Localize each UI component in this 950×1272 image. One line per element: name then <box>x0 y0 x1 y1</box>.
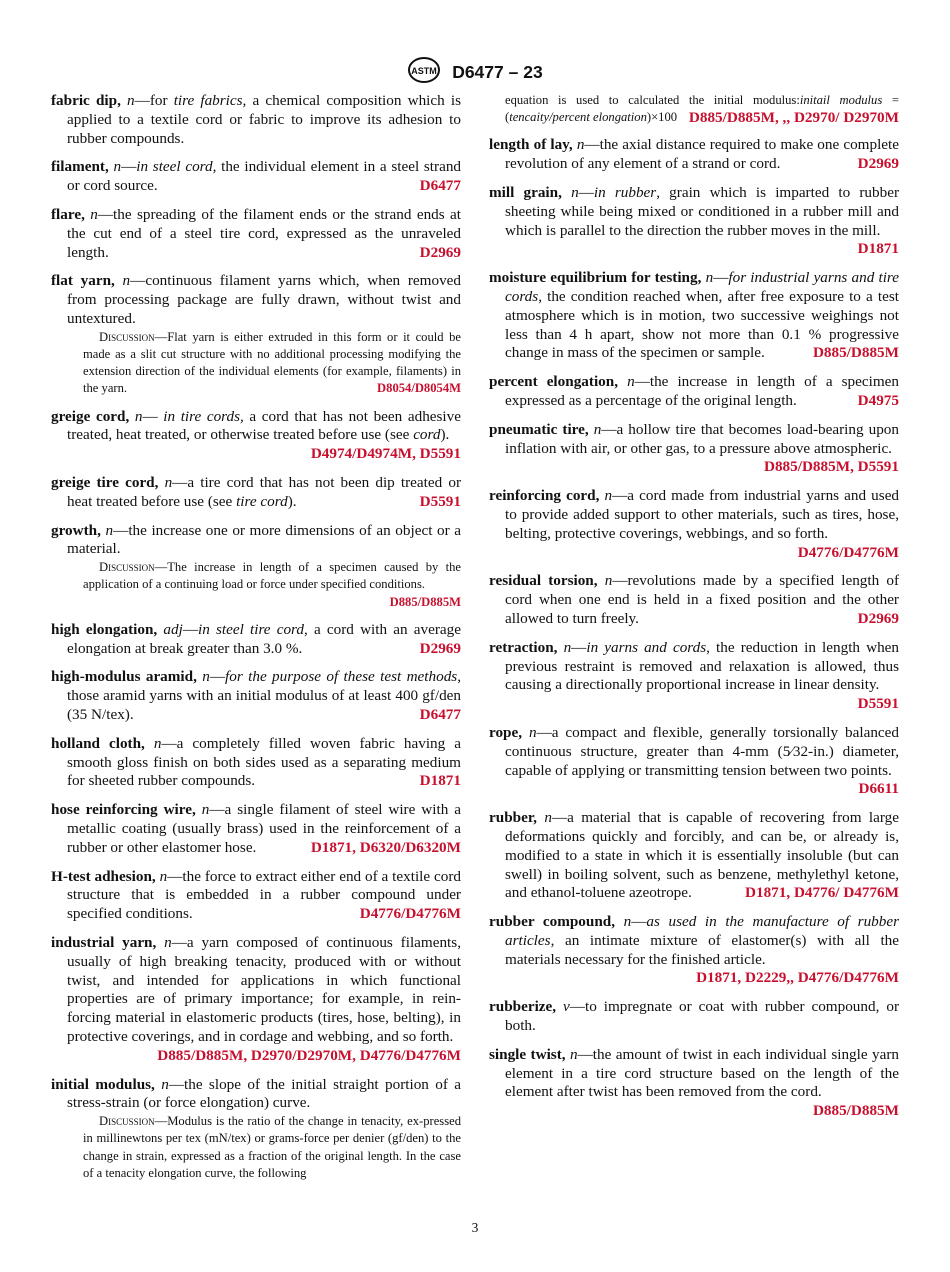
reference-link[interactable]: D1871 <box>696 969 738 987</box>
discussion-label: Discussion <box>99 1114 155 1129</box>
reference-links <box>420 244 461 263</box>
part-of-speech: n <box>604 487 613 505</box>
reference-link[interactable]: D5591 <box>419 445 461 463</box>
reference-links: D1871, D4776/ D4776M <box>745 884 899 902</box>
part-of-speech: n <box>604 572 613 590</box>
term: industrial yarn, <box>51 933 157 951</box>
part-of-speech: n <box>563 638 572 656</box>
reference-link[interactable]: D4974/D4974M <box>310 445 413 463</box>
see-also: cord <box>413 426 441 444</box>
part-of-speech: n <box>627 373 635 391</box>
glossary-entry: single twist, n—the amount of twist in each individual single yarn element in a tire cord structure based on the length of the element after twist has been removed from the cord. D885/D885M <box>489 1045 900 1120</box>
part-of-speech: n <box>201 801 210 819</box>
part-of-speech: n <box>623 913 632 931</box>
discussion-continuation: equation is used to calculated the initial modulus:initail modulus = (tencaity/percent elongation)×100 D885/D885M, ,, D2970/ D2970M <box>505 93 899 127</box>
page-number: 3 <box>471 1220 479 1235</box>
part-of-speech: n <box>113 158 122 176</box>
part-of-speech: n <box>159 867 168 885</box>
term: rubberize, <box>489 998 557 1016</box>
glossary-entry: hose reinforcing wire, n—a single filament of steel wire with a metallic coating (usually brass) used in the reinforcement of a rubber or other elastomer hose. D1871, D6320/D6320M <box>51 801 461 856</box>
term: residual torsion, <box>489 572 598 590</box>
part-of-speech: n <box>127 92 135 109</box>
reference-links <box>813 344 899 363</box>
reference-link[interactable]: D4776/D4776M <box>797 543 899 561</box>
reference-link[interactable]: D6477 <box>419 705 461 723</box>
glossary-entry: moisture equilibrium for testing, n—for industrial yarns and tire cords, the condition reached when, after free exposure to a test atmosphere which is in motion, two successive weighings not less than 4 h apart, show not more than 0.1 % progressive change in mass of the specimen or sample. D885/D885M <box>489 269 900 362</box>
reference-link[interactable]: D885/D885M, , <box>688 109 787 127</box>
term: length of lay, <box>489 136 573 154</box>
term: fabric dip, <box>51 92 121 109</box>
part-of-speech: adj <box>163 620 183 638</box>
term: flare, <box>51 205 85 223</box>
reference-links: D1871, D2229,, D4776/D4776M <box>696 969 899 987</box>
astm-logo-icon <box>407 56 441 89</box>
glossary-entry: high-modulus aramid, n—for the purpose of these test methods, those aramid yarns with an initial modulus of at least 400 gf/den (35 N/tex). D6477 <box>51 668 461 723</box>
qualifier: in steel cord, <box>136 158 217 176</box>
left-column <box>51 92 461 1192</box>
reference-link[interactable]: D1871 <box>419 772 461 790</box>
part-of-speech: n <box>164 473 173 491</box>
term: high-modulus aramid, <box>51 668 197 686</box>
equation-lhs: initail modulus <box>799 93 883 107</box>
glossary-entry: high elongation, adj—in steel tire cord, a cord with an average elongation at break greater than 3.0 %. D2969 <box>51 620 461 657</box>
reference-links <box>420 772 461 791</box>
term: filament, <box>51 158 109 176</box>
reference-link[interactable]: D2969 <box>857 609 899 627</box>
reference-link[interactable]: D6611 <box>858 780 899 798</box>
reference-links <box>858 780 899 799</box>
glossary-entry: filament, n—in steel cord, the individual element in a steel strand or cord source. D6477 <box>51 158 462 195</box>
reference-link[interactable]: D885/D885M <box>812 1102 899 1120</box>
reference-link[interactable]: D5591 <box>419 492 461 510</box>
reference-link[interactable]: D2970/D2970M <box>250 1046 353 1064</box>
qualifier: for the purpose of these test methods <box>225 668 458 686</box>
glossary-entry: H-test adhesion, n—the force to extract either end of a textile cord structure that is embedded in a rubber compound under specified conditions. D4776/D4776M <box>51 867 461 923</box>
part-of-speech: v <box>563 998 570 1016</box>
part-of-speech: n <box>570 1045 578 1063</box>
reference-links: D885/D885M, D5591 <box>764 458 899 476</box>
term: reinforcing cord, <box>489 487 600 505</box>
reference-links <box>420 706 461 725</box>
reference-links <box>858 155 899 174</box>
glossary-entry: reinforcing cord, n—a cord made from industrial yarns and used to provide added support to other materials, such as tires, hose, belting, protective coverings, webbings, and so forth. D4776/D4776M <box>489 487 900 561</box>
discussion-note: Discussion—Modulus is the ratio of the change in tenacity, ex-pressed in millinewtons per tex (mN/tex) or grams-force per denier (gf/den) to the change in strain, expressed as a fraction of the original length. In the case of a tenacity elongation curve, the following <box>83 1114 461 1180</box>
reference-link[interactable]: D2969 <box>419 639 461 657</box>
term: rubber, <box>489 809 537 827</box>
reference-link[interactable]: D6477 <box>419 177 461 195</box>
part-of-speech: n <box>90 205 98 223</box>
term: rubber compound, <box>489 913 616 931</box>
reference-links <box>420 640 461 659</box>
reference-links <box>420 177 461 196</box>
reference-links <box>390 594 461 611</box>
term: pneumatic tire, <box>489 420 589 438</box>
part-of-speech: n <box>202 668 210 686</box>
glossary-entry: rubber, n—a material that is capable of recovering from large deformations quickly and forcibly, and can be, or already is, modified to a state in which it is essentially insoluble (but can swell) in boiling solvent, such as benzene, methylethyl ketone, and ethanol-toluene azeotrope. D1871, D4776/ D4776M <box>489 809 900 902</box>
reference-link[interactable]: D4776/D4776M <box>359 905 461 923</box>
qualifier: in tire cords, <box>163 407 244 425</box>
reference-link[interactable]: D885/D885M <box>812 344 899 362</box>
part-of-speech: n <box>161 1075 169 1093</box>
discussion-note: Discussion—Flat yarn is either extruded in this form or it could be made as a slit cut structure with no additional processing modifying the extension direction of the individual elements (for example, filaments) in the yarn. D8054/D8054M <box>51 329 461 398</box>
qualifier: in steel tire cord <box>198 620 304 638</box>
equation-rhs: tencaity/percent elongation <box>509 110 647 125</box>
term: H-test adhesion, <box>51 867 156 885</box>
reference-link[interactable]: D885/D885M <box>157 1046 244 1064</box>
reference-links: D885/D885M, ,, D2970/ D2970M <box>688 109 899 127</box>
reference-links: D1871, D6320/D6320M <box>310 838 461 856</box>
glossary-entry: rubber compound, n—as used in the manufacture of rubber articles, an intimate mixture of elastomer(s) with all the materials necessary for the finished article. D1871, D2229,, D4776/D4776M <box>489 913 900 987</box>
glossary-entry: initial modulus, n—the slope of the initial straight portion of a stress-strain (or force elongation) curve. Discussion—Modulus is the ratio of the change in tenacity, ex-pressed in millinewtons per tex (mN/tex) or grams-force per denier (gf/den) to the change in strain, expressed as a fraction of the original length. In the case of a tenacity elongation curve, the following <box>51 1076 461 1182</box>
term: rope, <box>489 723 523 741</box>
glossary-entry: flare, n—the spreading of the filament ends or the strand ends at the cut end of a steel tire cord, expressed as the unraveled length. D2969 <box>51 205 461 261</box>
part-of-speech: n <box>544 809 552 827</box>
discussion-label: Discussion <box>99 560 155 575</box>
reference-link[interactable]: D5591 <box>857 458 899 476</box>
part-of-speech: n <box>571 184 579 201</box>
glossary-entry: industrial yarn, n—a yarn composed of continuous filaments, usually of high breaking tenacity, produced with or without twist, and intended for applications in which functional properties are of primary importance; for example, in rein-forcing material in elastomeric products (tires, hose, belting), in protective coverings, and in cordage and webbing, and so forth. D885/D885M, D2970/D2970M, D4776/D4776M <box>51 933 461 1064</box>
reference-links <box>858 610 899 629</box>
reference-links: D885/D885M, D2970/D2970M, D4776/D4776M <box>157 1046 461 1064</box>
standard-number: D6477 – 23 <box>452 62 543 82</box>
svg-text:ASTM: ASTM <box>411 66 438 76</box>
reference-link[interactable]: D2229, <box>745 969 791 987</box>
reference-link[interactable]: D2969 <box>419 243 461 261</box>
right-column <box>489 92 899 1131</box>
reference-links <box>798 544 899 563</box>
reference-link[interactable]: D1871 <box>857 240 899 258</box>
reference-links <box>377 380 461 397</box>
reference-link[interactable]: D885/D885M <box>389 594 461 609</box>
qualifier: as used in the manufacture of rubber articles <box>505 913 900 949</box>
glossary-entry: rubberize, v—to impregnate or coat with rubber compound, or both. <box>489 998 899 1035</box>
glossary-entry: fabric dip, n—for tire fabrics, a chemical composition which is applied to a textile cord or fabric to improve its adhesion to rubber compounds. <box>51 92 462 147</box>
term: flat yarn, <box>51 272 115 290</box>
reference-links: D4974/D4974M, D5591 <box>310 445 461 463</box>
part-of-speech: n <box>105 521 114 539</box>
reference-link[interactable]: D4776/D4776M <box>797 969 899 987</box>
qualifier: in yarns and cords <box>586 638 707 656</box>
reference-links <box>858 695 899 714</box>
page-header <box>0 56 950 89</box>
reference-link[interactable]: D2970/ D2970M <box>793 109 899 127</box>
reference-link[interactable]: D4975 <box>857 391 899 409</box>
reference-link[interactable]: D2969 <box>857 155 899 173</box>
reference-link[interactable]: D885/D885M <box>764 458 851 476</box>
term: holland cloth, <box>51 734 145 752</box>
term: percent elongation, <box>489 373 618 391</box>
reference-link[interactable]: D5591 <box>857 695 899 713</box>
part-of-speech: n <box>153 734 162 752</box>
part-of-speech: n <box>705 269 714 287</box>
term: greige cord, <box>51 407 130 425</box>
glossary-entry: flat yarn, n—continuous filament yarns which, when removed from processing package are fully drawn, without twist and untextured. Discussion—Flat yarn is either extruded in this form or it could be made as a slit cut structure with no additional processing modifying the extension direction of the individual elements (for example, filaments) in the yarn. D8054/D8054M <box>51 272 461 397</box>
term: high elongation, <box>51 620 158 638</box>
reference-links <box>858 392 899 411</box>
reference-links <box>813 1102 899 1121</box>
term: mill grain, <box>489 184 562 201</box>
term: hose reinforcing wire, <box>51 801 196 819</box>
reference-links <box>858 240 899 259</box>
part-of-speech: n <box>576 136 585 154</box>
glossary-entry: length of lay, n—the axial distance required to make one complete revolution of any element of a strand or cord. D2969 <box>489 136 899 173</box>
reference-link[interactable]: D4776/D4776M <box>359 1046 461 1064</box>
glossary-entry: residual torsion, n—revolutions made by a specified length of cord when one end is held in a fixed position and the other allowed to turn freely. D2969 <box>489 572 899 627</box>
qualifier: for industrial yarns and tire cords <box>505 269 900 305</box>
part-of-speech: n <box>528 723 537 741</box>
glossary-entry: rope, n—a compact and flexible, generally torsionally balanced continuous structure, greater than 4-mm (5⁄32-in.) diameter, capable of applying or transmitting tension between two points. D6611 <box>489 723 899 798</box>
qualifier: tire fabrics, <box>173 92 247 109</box>
discussion-note: Discussion—The increase in length of a specimen caused by the application of a continuing load or force under specified conditions. D885/D885M <box>51 559 461 611</box>
glossary-entry: holland cloth, n—a completely filled woven fabric having a smooth gloss finish on both sides used as a separating medium for sheeted rubber compounds. D1871 <box>51 734 462 790</box>
qualifier: in rubber <box>593 184 657 201</box>
glossary-entry: pneumatic tire, n—a hollow tire that becomes load-bearing upon inflation with air, or other gas, to a pressure above atmospheric. D885/D885M, D5591 <box>489 420 899 476</box>
part-of-speech: n <box>164 933 172 951</box>
term: single twist, <box>489 1045 566 1063</box>
term: initial modulus, <box>51 1075 155 1093</box>
discussion-label: Discussion <box>99 329 155 344</box>
reference-link[interactable]: D6320/D6320M <box>359 838 461 856</box>
reference-link[interactable]: D8054/D8054M <box>377 381 461 396</box>
reference-link[interactable]: D4776/ D4776M <box>793 884 899 902</box>
see-also: tire cord <box>236 492 288 510</box>
glossary-entry: percent elongation, n—the increase in length of a specimen expressed as a percentage of the original length. D4975 <box>489 373 899 409</box>
reference-link[interactable]: D1871 <box>745 884 787 902</box>
term: greige tire cord, <box>51 473 159 491</box>
reference-links <box>420 493 461 512</box>
glossary-entry: greige tire cord, n—a tire cord that has not been dip treated or heat treated before use (see tire cord). D5591 <box>51 473 461 510</box>
reference-link[interactable]: D1871 <box>310 838 353 856</box>
term: retraction, <box>489 638 558 656</box>
reference-links <box>360 905 461 924</box>
glossary-entry: mill grain, n—in rubber, grain which is imparted to rubber sheeting while being mixed or conditioned in a rubber mill and which is parallel to the direction the rubber moves in the mill. D1871 <box>489 184 899 258</box>
part-of-speech: n <box>122 272 131 290</box>
glossary-entry: growth, n—the increase one or more dimensions of an object or a material. Discussion—The increase in length of a specimen caused by the application of a continuing load or force under specified conditions. D885/D885M <box>51 522 461 611</box>
glossary-entry: retraction, n—in yarns and cords, the reduction in length when previous restraint is removed and relaxation is allowed, thus causing a directionally proportional increase in linear density. D5591 <box>489 638 899 713</box>
term: moisture equilibrium for testing, <box>489 269 702 287</box>
term: growth, <box>51 521 101 539</box>
glossary-entry: greige cord, n— in tire cords, a cord that has not been adhesive treated, heat treated, or otherwise treated before use (see cord). D4974/D4974M, D5591 <box>51 407 461 463</box>
part-of-speech: n <box>134 407 143 425</box>
part-of-speech: n <box>593 420 602 438</box>
